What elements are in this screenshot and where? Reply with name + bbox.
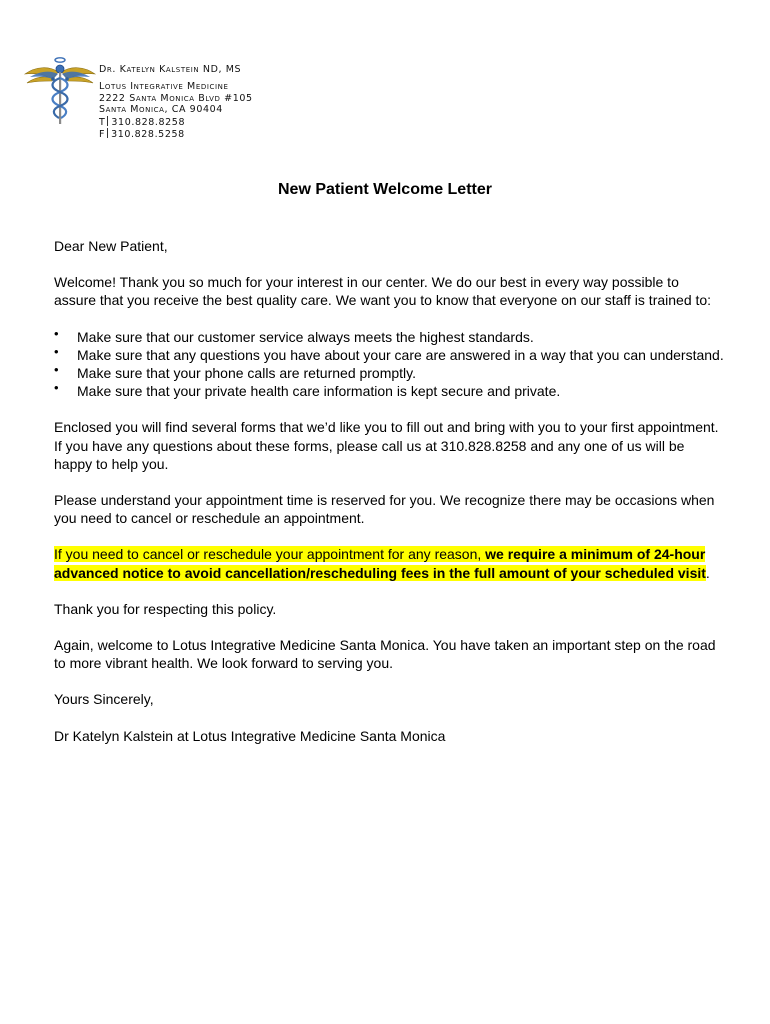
address-line-1: 2222 Santa Monica Blvd #105 [99, 92, 253, 104]
doctor-name: Dr. Katelyn Kalstein ND, MS [99, 64, 242, 75]
separator-bar [107, 116, 108, 126]
fax-number: 310.828.5258 [111, 129, 185, 141]
policy-bold-text: we require a minimum of 24-hour advanced notice to avoid cancellation/rescheduling fees in the full amount of your scheduled visit [54, 546, 706, 581]
bullet-icon: • [54, 380, 59, 396]
list-item: • Make sure that your private health care information is kept secure and private. [54, 380, 561, 400]
phone-prefix: T [99, 116, 106, 128]
staff-commitments-list [54, 325, 724, 401]
list-item: • Make sure that any questions you have about your care are answered in a way that you can understand. [54, 343, 724, 363]
bullet-icon: • [54, 343, 59, 359]
signoff: Yours Sincerely, [54, 691, 154, 708]
appointment-paragraph: Please understand your appointment time is reserved for you. We recognize there may be occasions when you need to cancel or reschedule an appointment. [54, 492, 715, 527]
caduceus-wings-icon [22, 52, 96, 126]
letterhead [99, 64, 253, 140]
practice-name: Lotus Integrative Medicine [99, 81, 229, 93]
list-item: • Make sure that our customer service always meets the highest standards. [54, 325, 534, 345]
letter-title: New Patient Welcome Letter [278, 181, 492, 198]
forms-paragraph: Enclosed you will find several forms that we’d like you to fill out and bring with you to your first appointment. If you have any questions about these forms, please call us at 310.828.8258 and any one of us will be happy to help you. [54, 419, 719, 472]
fax-line [99, 128, 253, 140]
signature: Dr Katelyn Kalstein at Lotus Integrative Medicine Santa Monica [54, 727, 446, 744]
bullet-icon: • [54, 362, 59, 378]
phone-number: 310.828.8258 [111, 116, 186, 128]
thanks-paragraph: Thank you for respecting this policy. [54, 600, 277, 617]
letter-body [54, 237, 724, 763]
closing-paragraph: Again, welcome to Lotus Integrative Medicine Santa Monica. You have taken an important step on the road to more vibrant health. We look forward to serving you. [54, 637, 716, 672]
list-item: • Make sure that your phone calls are returned promptly. [54, 362, 417, 382]
separator-bar [107, 128, 108, 138]
policy-highlight: If you need to cancel or reschedule your appointment for any reason, we require a minimum of 24-hour advanced notice to avoid cancellation/rescheduling fees in the full amount of your scheduled visit [54, 546, 706, 581]
bullet-icon: • [54, 325, 59, 341]
intro-paragraph: Welcome! Thank you so much for your interest in our center. We do our best in every way possible to assure that you receive the best quality care. We want you to know that everyone on our staff is trained to: [54, 274, 712, 309]
address-line-2: Santa Monica, CA 90404 [99, 104, 223, 116]
phone-line [99, 116, 253, 128]
cancellation-policy: If you need to cancel or reschedule your appointment for any reason, we require a minimum of 24-hour advanced notice to avoid cancellation/rescheduling fees in the full amount of your scheduled visit. [54, 546, 710, 581]
fax-prefix: F [99, 129, 106, 141]
salutation: Dear New Patient, [54, 238, 168, 254]
